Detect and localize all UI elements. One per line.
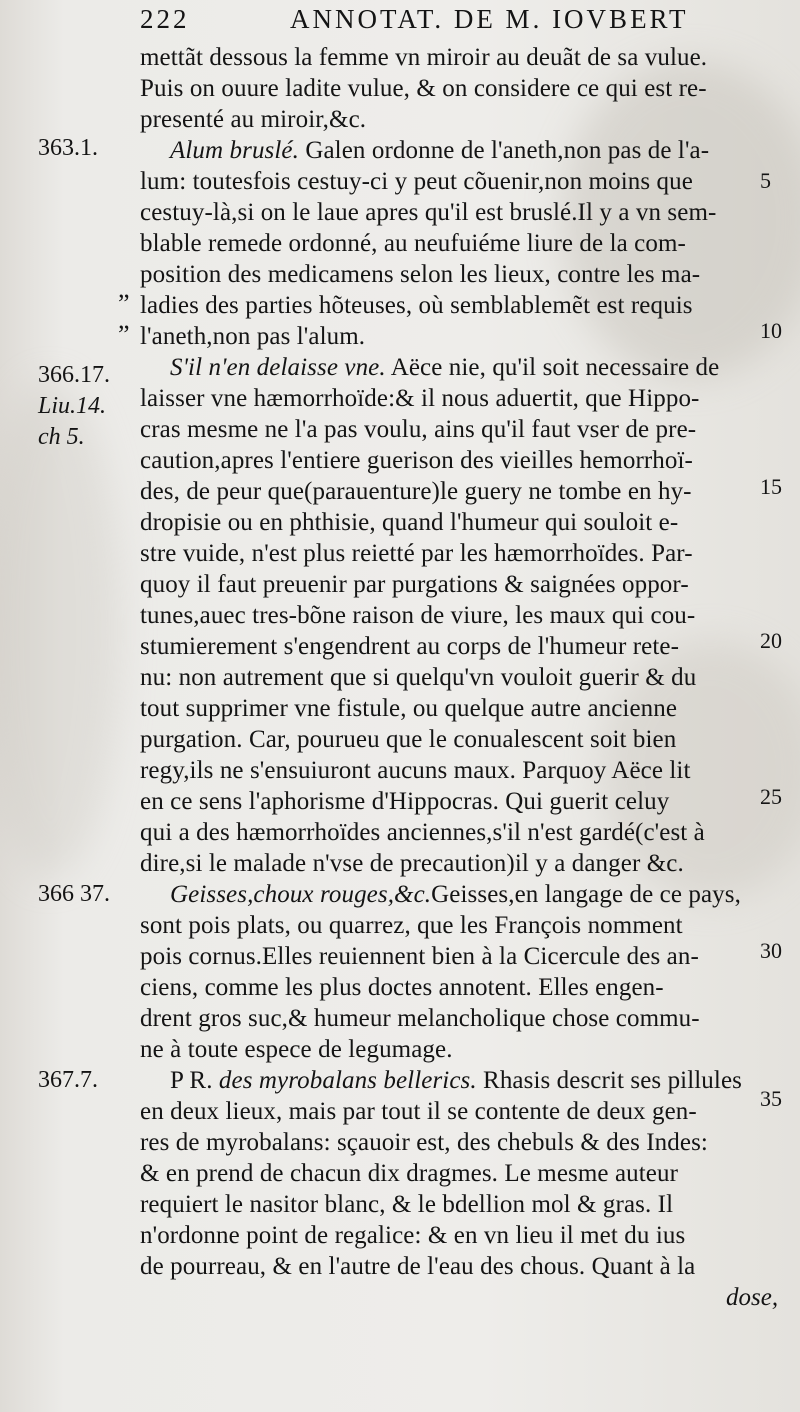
text-line: l'aneth,non pas l'alum. [140,323,366,350]
text-line: blable remede ordonné, au neufuiéme liure de la com- [140,230,686,257]
entry-text: Galen ordonne de l'aneth,non pas de l'a- [298,137,710,164]
entry-lemma: Alum bruslé. [170,137,299,164]
text-line: nu: non autrement que si quelqu'vn vouloit guerir & du [140,664,697,691]
text-line: requiert le nasitor blanc, & le bdellion mol & gras. Il [140,1191,674,1218]
text-line: en ce sens l'aphorisme d'Hippocras. Qui guerit celuy [140,788,670,815]
text-line: cestuy-là,si on le laue apres qu'il est bruslé.Il y a vn sem- [140,199,717,226]
text-line: drent gros suc,& humeur melancholique chose commu- [140,1005,700,1032]
text-line: & en prend de chacun dix dragmes. Le mesme auteur [140,1160,679,1187]
line-number: 25 [760,784,782,809]
entry-lemma: des myrobalans bellerics. [212,1067,477,1094]
text-line: pois cornus.Elles reuiennent bien à la Cicercule des an- [140,943,699,970]
text-line: n'ordonne point de regalice: & en vn lieu il met du ius [140,1222,686,1249]
quotation-mark: „ [118,305,130,334]
text-line: tunes,auec tres-bõne raison de viure, les maux qui cou- [140,602,696,629]
entry-text: Rhasis descrit ses pillules [476,1067,742,1094]
entry-lemma: S'il n'en delaisse vne. [170,354,386,381]
folio-number: 222 [140,4,190,34]
text-line: de pourreau, & en l'autre de l'eau des chous. Quant à la [140,1253,696,1280]
body-text [140,42,762,1282]
page-header [140,4,780,40]
text-line [140,1065,762,1096]
line-number: 35 [760,1086,782,1111]
entry-siglum: P R. [170,1067,213,1094]
text-line [140,352,762,383]
text-line: mettãt dessous la femme vn miroir au deuãt de sa vulue. [140,44,708,71]
text-line: quoy il faut preuenir par purgations & saignées oppor- [140,571,689,598]
text-line: position des medicamens selon les lieux, contre les ma- [140,261,701,288]
line-number: 5 [760,168,771,193]
margin-reference: 366.17. [38,362,110,388]
margin-reference: 366 37. [38,881,110,907]
text-line: en deux lieux, mais par tout il se contente de deux gen- [140,1098,697,1125]
margin-reference: 367.7. [38,1067,98,1093]
text-line: caution,apres l'entiere guerison des vieilles hemorrhoï- [140,447,693,474]
entry-lemma: Geisses,choux rouges,&c. [170,881,432,908]
line-number: 30 [760,938,782,963]
margin-reference: Liu.14. [38,393,107,419]
text-line [140,879,762,910]
text-line: ladies des parties hõteuses, où semblablemẽt est requis [140,292,693,319]
text-line: regy,ils ne s'ensuiuront aucuns maux. Parquoy Aëce lit [140,757,691,784]
quotation-mark: „ [118,274,130,303]
text-line: stumierement s'engendrent au corps de l'humeur rete- [140,633,680,660]
water-stain [0,380,120,880]
text-line: des, de peur que(parauenture)le guery ne tombe en hy- [140,478,692,505]
line-number: 20 [760,628,782,653]
text-line: laisser vne hæmorrhoïde:& il nous aduertit, que Hippo- [140,385,700,412]
text-line: cras mesme ne l'a pas voulu, ains qu'il faut vser de pre- [140,416,697,443]
text-line: presenté au miroir,&c. [140,106,367,133]
margin-reference: ch 5. [38,424,85,450]
text-line: dropisie ou en phthisie, quand l'humeur qui souloit e- [140,509,679,536]
text-line: tout supprimer vne fistule, ou quelque autre ancienne [140,695,678,722]
margin-reference: 363.1. [38,135,98,161]
running-head: ANNOTAT. DE M. IOVBERT [290,4,689,34]
entry-text: Aëce nie, qu'il soit necessaire de [385,354,720,381]
text-line: ne à toute espece de legumage. [140,1036,453,1063]
entry-text: Geisses,en langage de ce pays, [431,881,741,908]
text-line: purgation. Car, pourueu que le conualescent soit bien [140,726,677,753]
text-line [140,135,762,166]
text-line: res de myrobalans: sçauoir est, des chebuls & des Indes: [140,1129,708,1156]
text-line: qui a des hæmorrhoïdes anciennes,s'il n'est gardé(c'est à [140,819,705,846]
text-line: lum: toutesfois cestuy-ci y peut cõuenir,non moins que [140,168,693,195]
line-number: 15 [760,474,782,499]
text-line: ciens, comme les plus doctes annotent. Elles engen- [140,974,664,1001]
catchword: dose, [726,1284,779,1311]
text-line: Puis on ouure ladite vulue, & on considere ce qui est re- [140,75,707,102]
text-line: stre vuide, n'est plus reietté par les hæmorrhoïdes. Par- [140,540,693,567]
line-number: 10 [760,318,782,343]
text-line: dire,si le malade n'vse de precaution)il y a danger &c. [140,850,684,877]
text-line: sont pois plats, ou quarrez, que les François nomment [140,912,683,939]
